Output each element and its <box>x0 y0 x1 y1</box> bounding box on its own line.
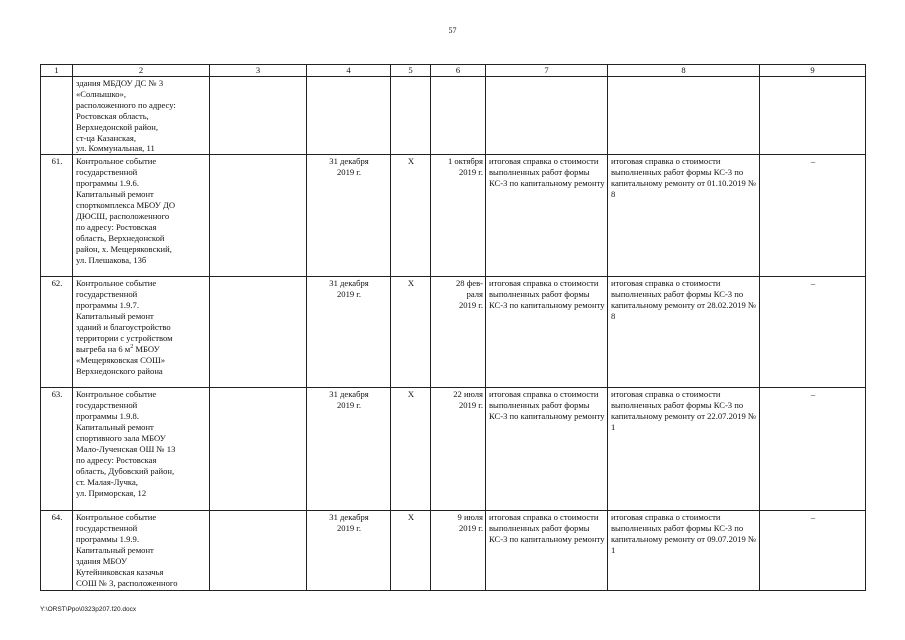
table-row <box>41 388 866 511</box>
description-line: область, Верхнедонской <box>76 232 165 243</box>
description-line: программы 1.9.7. <box>76 300 139 311</box>
column-5-cell: Х <box>391 155 431 277</box>
description-line: государственной <box>76 400 138 411</box>
description-line: программы 1.9.6. <box>76 178 139 189</box>
column-5-cell <box>391 77 431 155</box>
description-line: Капитальный ремонт <box>76 189 154 200</box>
description-line: Кутейниковская казачья <box>76 566 164 577</box>
column-5-cell: Х <box>391 277 431 388</box>
responsible-cell <box>210 388 307 511</box>
row-number-cell: 64. <box>41 511 73 591</box>
page-number: 57 <box>448 26 457 35</box>
table-row <box>41 155 866 277</box>
description-line: здания МБДОУ ДС № 3 <box>76 78 164 88</box>
responsible-cell <box>210 77 307 155</box>
description-line: «Солнышко», <box>76 88 126 99</box>
description-line: Верхнедонского района <box>76 365 163 376</box>
description-line: СОШ № 3, расположенного <box>76 577 178 588</box>
row-number-cell: 62. <box>41 277 73 388</box>
document-details-cell <box>608 77 760 155</box>
event-description-cell <box>73 77 210 155</box>
description-line: Капитальный ремонт <box>76 422 154 433</box>
description-line: Контрольное событие <box>76 512 157 523</box>
document-details-cell: итоговая справка о стоимости выполненных работ формы КС-3 по капитальному ремонту от 09.07.2019 № 1 <box>608 511 760 591</box>
description-line: государственной <box>76 523 138 534</box>
column-5-cell: Х <box>391 511 431 591</box>
note-cell: – <box>760 511 866 591</box>
description-line: государственной <box>76 167 138 178</box>
note-cell: – <box>760 388 866 511</box>
document-type-cell: итоговая справка о стоимости выполненных работ формы КС-3 по капитальному ремонту <box>486 388 608 511</box>
description-line: Контрольное событие <box>76 156 157 167</box>
header-cell: 9 <box>760 65 866 77</box>
description-line: ст. Малая-Лучка, <box>76 476 138 487</box>
description-line: территории с устройством <box>76 332 173 343</box>
document-type-cell: итоговая справка о стоимости выполненных работ формы КС-3 по капитальному ремонту <box>486 277 608 388</box>
description-line: Верхнедонской район, <box>76 121 159 132</box>
continuation-row <box>41 77 866 155</box>
description-line: программы 1.9.8. <box>76 411 139 422</box>
responsible-cell <box>210 511 307 591</box>
row-number-cell: 61. <box>41 155 73 277</box>
description-line: область, Дубовский район, <box>76 465 175 476</box>
actual-date-cell: 9 июля 2019 г. <box>431 511 486 591</box>
responsible-cell <box>210 277 307 388</box>
planned-date-cell: 31 декабря 2019 г. <box>307 277 391 388</box>
description-line: район, х. Мещеряковский, <box>76 243 172 254</box>
header-cell: 6 <box>431 65 486 77</box>
note-cell <box>760 77 866 155</box>
document-type-cell <box>486 77 608 155</box>
description-line: спорткомплекса МБОУ ДО <box>76 199 176 210</box>
document-details-cell: итоговая справка о стоимости выполненных работ формы КС-3 по капитальному ремонту от 28.02.2019 № 8 <box>608 277 760 388</box>
header-cell: 8 <box>608 65 760 77</box>
document-type-cell: итоговая справка о стоимости выполненных работ формы КС-3 по капитальному ремонту <box>486 511 608 591</box>
column-5-cell: Х <box>391 388 431 511</box>
header-cell: 4 <box>307 65 391 77</box>
header-cell: 5 <box>391 65 431 77</box>
description-line: Контрольное событие <box>76 389 157 400</box>
table-row <box>41 511 866 591</box>
description-line: Мало-Лученская ОШ № 13 <box>76 443 176 454</box>
note-cell: – <box>760 155 866 277</box>
table-row <box>41 277 866 388</box>
planned-date-cell <box>307 77 391 155</box>
event-description-cell <box>73 511 210 591</box>
planned-date-cell: 31 декабря 2019 г. <box>307 155 391 277</box>
description-line: ул. Плешакова, 13б <box>76 254 147 265</box>
description-line: Контрольное событие <box>76 278 157 289</box>
actual-date-cell <box>431 77 486 155</box>
row-number-cell: 63. <box>41 388 73 511</box>
column-number-header-row <box>41 65 866 77</box>
description-line: ДЮСШ, расположенного <box>76 210 170 221</box>
document-details-cell: итоговая справка о стоимости выполненных работ формы КС-3 по капитальному ремонту от 22.07.2019 № 1 <box>608 388 760 511</box>
responsible-cell <box>210 155 307 277</box>
description-line: выгреба на 6 $м^2$ МБОУ <box>76 343 160 354</box>
planned-date-cell: 31 декабря 2019 г. <box>307 511 391 591</box>
description-line: ст-ца Казанская, <box>76 132 137 143</box>
header-cell: 7 <box>486 65 608 77</box>
document-details-cell: итоговая справка о стоимости выполненных работ формы КС-3 по капитальному ремонту от 01.10.2019 № 8 <box>608 155 760 277</box>
description-line: государственной <box>76 289 138 300</box>
description-line: здания МБОУ <box>76 555 128 566</box>
header-cell: 3 <box>210 65 307 77</box>
event-description-cell <box>73 155 210 277</box>
file-path-footer: Y:\ORST\Ppo\0323p207.f20.docx <box>40 606 137 613</box>
description-line: Капитальный ремонт <box>76 311 154 322</box>
description-line: ул. Приморская, 12 <box>76 487 147 498</box>
note-cell: – <box>760 277 866 388</box>
row-number-cell <box>41 77 73 155</box>
actual-date-cell: 1 октября 2019 г. <box>431 155 486 277</box>
program-events-table <box>40 64 866 591</box>
description-line: «Мещеряковская СОШ» <box>76 354 166 365</box>
description-line: Ростовская область, <box>76 110 149 121</box>
document-type-cell: итоговая справка о стоимости выполненных работ формы КС-3 по капитальному ремонту <box>486 155 608 277</box>
header-cell: 2 <box>73 65 210 77</box>
planned-date-cell: 31 декабря 2019 г. <box>307 388 391 511</box>
description-line: программы 1.9.9. <box>76 534 139 545</box>
description-line: по адресу: Ростовская <box>76 454 157 465</box>
description-line: по адресу: Ростовская <box>76 221 157 232</box>
description-line: зданий и благоустройство <box>76 321 171 332</box>
description-line: спортивного зала МБОУ <box>76 432 166 443</box>
event-description-cell <box>73 388 210 511</box>
actual-date-cell: 28 фев- раля 2019 г. <box>431 277 486 388</box>
actual-date-cell: 22 июля 2019 г. <box>431 388 486 511</box>
header-cell: 1 <box>41 65 73 77</box>
description-line: Капитальный ремонт <box>76 545 154 556</box>
description-line: ул. Коммунальная, 11 <box>76 143 155 154</box>
description-line: расположенного по адресу: <box>76 99 176 110</box>
event-description-cell <box>73 277 210 388</box>
